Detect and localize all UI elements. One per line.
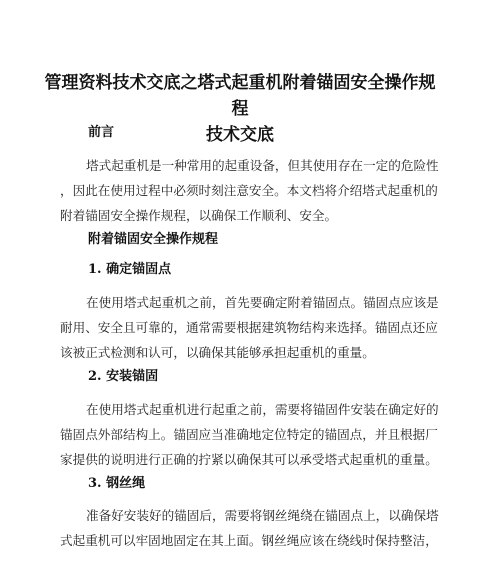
paragraph-line: 在使用塔式起重机之前，首先要确定附着锚固点。锚固点应该是 <box>86 295 439 310</box>
step-1-heading: 1. 确定锚固点 <box>88 262 172 277</box>
preface-paragraph <box>60 153 439 228</box>
step-2-heading: 2. 安装锚固 <box>88 369 159 384</box>
title-line-2: 技术交底 <box>206 125 274 145</box>
paragraph-line: 附着锚固安全操作规程，以确保工作顺利、安全。 <box>60 208 338 223</box>
paragraph-line: 在使用塔式起重机进行起重之前，需要将锚固件安装在确定好的 <box>86 402 439 417</box>
paragraph-line: 锚固点外部结构上。锚固应当准确地定位特定的锚固点，并且根据厂 <box>60 427 438 442</box>
step-1-paragraph <box>60 290 439 365</box>
paragraph-line: 式起重机可以牢固地固定在其上面。钢丝绳应该在绕线时保持整洁， <box>60 533 438 548</box>
paragraph-line: 家提供的说明进行正确的拧紧以确保其可以承受塔式起重机的重量。 <box>60 452 438 467</box>
title-line-1: 管理资料技术交底之塔式起重机附着锚固安全操作规程 <box>44 73 436 119</box>
step-3-paragraph <box>60 503 439 553</box>
section-heading: 附着锚固安全操作规程 <box>88 232 219 247</box>
paragraph-line: 该被正式检测和认可，以确保其能够承担起重机的重量。 <box>60 345 375 360</box>
step-2-paragraph <box>60 397 439 472</box>
paragraph-line: 塔式起重机是一种常用的起重设备，但其使用存在一定的危险性 <box>86 158 439 173</box>
paragraph-line: 耐用、安全且可靠的，通常需要根据建筑物结构来选择。锚固点还应 <box>60 320 438 335</box>
paragraph-line: ，因此在使用过程中必须时刻注意安全。本文档将介绍塔式起重机的 <box>60 183 438 198</box>
preface-heading: 前言 <box>88 125 115 140</box>
step-3-heading: 3. 钢丝绳 <box>88 476 146 491</box>
paragraph-line: 准备好安装好的锚固后，需要将钢丝绳绕在锚固点上，以确保塔 <box>86 508 439 523</box>
